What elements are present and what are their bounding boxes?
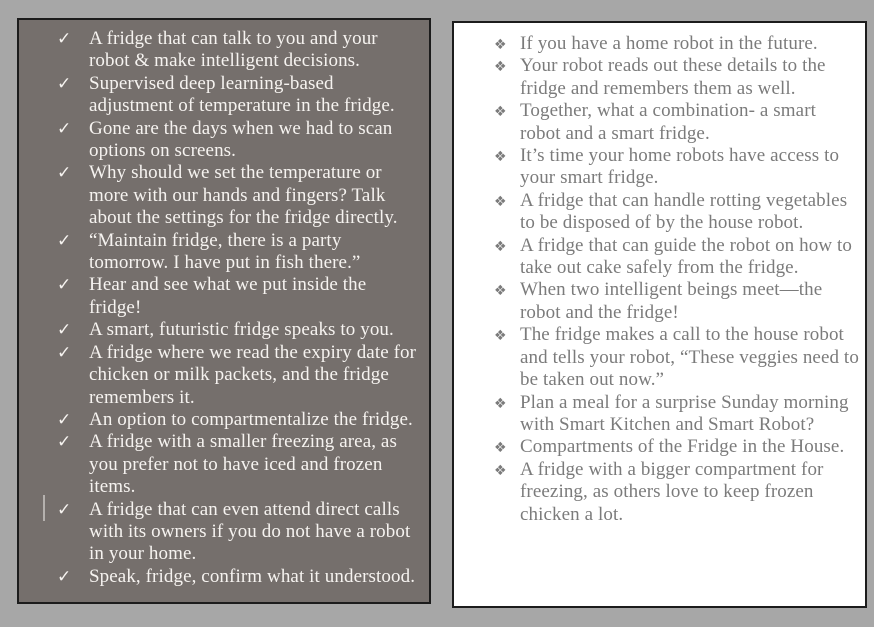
list-item <box>454 100 859 145</box>
list-item <box>454 324 859 391</box>
list-item-text: A fridge with a smaller freezing area, as you prefer not to have iced and frozen items. <box>89 431 397 498</box>
list-item-text: An option to compartmentalize the fridge. <box>89 408 413 430</box>
list-item-text: The fridge makes a call to the house robot and tells your robot, “These veggies need to be taken out now.” <box>520 324 859 391</box>
checkmark-bullet-icon: ✓ <box>57 499 72 520</box>
diamond-bullet-icon: ❖ <box>494 283 507 300</box>
list-item <box>19 73 419 118</box>
list-item <box>19 28 419 73</box>
list-item <box>19 409 419 431</box>
list-item-text: A fridge that can handle rotting vegetables to be disposed of by the house robot. <box>520 189 848 234</box>
list-item-text: Why should we set the temperature or more with our hands and fingers? Talk about the settings for the fridge directly. <box>89 162 398 229</box>
list-item-text: A smart, futuristic fridge speaks to you. <box>89 319 394 341</box>
list-item-text: A fridge that can even attend direct calls with its owners if you do not have a robot in your home. <box>89 498 411 565</box>
list-item-text: “Maintain fridge, there is a party tomorrow. I have put in fish there.” <box>89 229 361 274</box>
list-item <box>454 459 859 526</box>
list-item-text: A fridge with a bigger compartment for freezing, as others love to keep frozen chicken a lot. <box>520 458 824 525</box>
list-item <box>19 118 419 163</box>
diamond-bullet-icon: ❖ <box>494 59 507 76</box>
list-item <box>454 33 859 55</box>
checkmark-list <box>19 20 429 588</box>
diamond-bullet-icon: ❖ <box>494 238 507 255</box>
checkmark-bullet-icon: ✓ <box>57 275 72 296</box>
diamond-bullet-icon: ❖ <box>494 440 507 457</box>
list-item <box>454 392 859 437</box>
list-item-text: Compartments of the Fridge in the House. <box>520 436 845 458</box>
diamond-bullet-icon: ❖ <box>494 328 507 345</box>
checkmark-bullet-icon: ✓ <box>57 73 72 94</box>
change-bar <box>43 495 45 521</box>
list-item-text: Your robot reads out these details to the fridge and remembers them as well. <box>520 55 826 99</box>
list-item <box>19 274 419 319</box>
list-item <box>19 230 419 275</box>
list-item <box>454 436 859 458</box>
list-item-text: Gone are the days when we had to scan options on screens. <box>89 117 393 162</box>
checkmark-bullet-icon: ✓ <box>57 29 72 49</box>
diamond-bullet-icon: ❖ <box>494 395 507 412</box>
list-item-text: Speak, fridge, confirm what it understood. <box>89 565 416 587</box>
list-item <box>454 279 859 324</box>
list-item-text: Together, what a combination- a smart robot and a smart fridge. <box>520 100 817 144</box>
list-item <box>454 55 859 100</box>
diamond-bullet-icon: ❖ <box>494 149 507 166</box>
right-text-panel <box>452 21 867 608</box>
list-item <box>19 499 419 566</box>
list-item <box>454 235 859 280</box>
checkmark-bullet-icon: ✓ <box>57 409 72 430</box>
diamond-bullet-icon: ❖ <box>494 193 507 210</box>
list-item-text: If you have a home robot in the future. <box>520 33 818 54</box>
list-item <box>454 190 859 235</box>
list-item <box>454 145 859 190</box>
list-item-text: A fridge that can guide the robot on how to take out cake safely from the fridge. <box>520 234 852 279</box>
checkmark-bullet-icon: ✓ <box>57 118 72 139</box>
list-item-text: Hear and see what we put inside the fridge! <box>89 274 367 318</box>
list-item <box>19 566 419 588</box>
diamond-bullet-icon: ❖ <box>494 462 507 479</box>
diamond-list <box>454 23 865 526</box>
list-item-text: Supervised deep learning-based adjustment of temperature in the fridge. <box>89 72 395 117</box>
checkmark-bullet-icon: ✓ <box>57 342 72 363</box>
list-item <box>19 162 419 229</box>
list-item <box>19 319 419 341</box>
checkmark-bullet-icon: ✓ <box>57 566 72 587</box>
checkmark-bullet-icon: ✓ <box>57 320 72 341</box>
list-item-text: A fridge where we read the expiry date for chicken or milk packets, and the fridge remembers it. <box>89 341 417 408</box>
list-item-text: A fridge that can talk to you and your robot & make intelligent decisions. <box>89 28 378 72</box>
diamond-bullet-icon: ❖ <box>494 104 507 121</box>
left-text-panel <box>17 18 431 604</box>
checkmark-bullet-icon: ✓ <box>57 230 72 251</box>
list-item-text: It’s time your home robots have access to your smart fridge. <box>520 145 840 189</box>
checkmark-bullet-icon: ✓ <box>57 163 72 184</box>
list-item-text: When two intelligent beings meet—the robot and the fridge! <box>520 279 823 323</box>
checkmark-bullet-icon: ✓ <box>57 432 72 453</box>
list-item <box>19 431 419 498</box>
list-item-text: Plan a meal for a surprise Sunday morning with Smart Kitchen and Smart Robot? <box>520 391 849 435</box>
list-item <box>19 342 419 409</box>
diamond-bullet-icon: ❖ <box>494 37 507 53</box>
